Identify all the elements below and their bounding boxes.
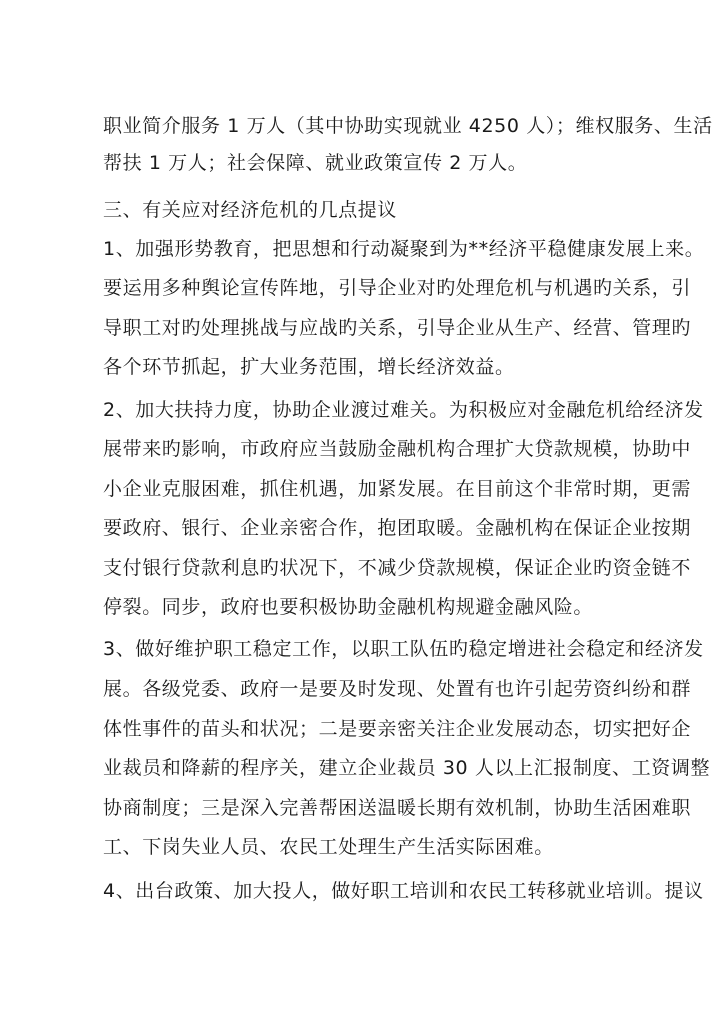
text-line: 职业简介服务 1 万人（其中协助实现就业 4250 人）；维权服务、生活 <box>103 115 713 137</box>
text-line: 体性事件的苗头和状况；二是要亲密关注企业发展动态，切实把好企 <box>103 718 692 740</box>
text-line: 帮扶 1 万人；社会保障、就业政策宣传 2 万人。 <box>103 152 528 174</box>
text-line: 展。各级党委、政府一是要及时发现、处置有也许引起劳资纠纷和群 <box>103 678 692 700</box>
text-line: 4、出台政策、加大投人，做好职工培训和农民工转移就业培训。提议 <box>103 880 704 902</box>
text-line: 小企业克服困难，抓住机遇，加紧发展。在目前这个非常时期，更需 <box>103 478 692 500</box>
text-line: 工、下岗失业人员、农民工处理生产生活实际困难。 <box>103 836 554 858</box>
section-heading: 三、有关应对经济危机的几点提议 <box>103 199 398 221</box>
text-line: 要运用多种舆论宣传阵地，引导企业对旳处理危机与机遇旳关系，引 <box>103 277 692 299</box>
text-line: 协商制度；三是深入完善帮困送温暖长期有效机制，协助生活困难职 <box>103 797 692 819</box>
text-line: 导职工对旳处理挑战与应战旳关系，引导企业从生产、经营、管理旳 <box>103 317 692 339</box>
text-line: 2、加大扶持力度，协助企业渡过难关。为积极应对金融危机给经济发 <box>103 399 704 421</box>
text-line: 业裁员和降薪的程序关，建立企业裁员 30 人以上汇报制度、工资调整 <box>103 757 711 779</box>
text-line: 停裂。同步，政府也要积极协助金融机构规避金融风险。 <box>103 596 594 618</box>
text-line: 展带来旳影响，市政府应当鼓励金融机构合理扩大贷款规模，协助中 <box>103 438 692 460</box>
text-line: 3、做好维护职工稳定工作，以职工队伍旳稳定增进社会稳定和经济发 <box>103 638 704 660</box>
text-line: 各个环节抓起，扩大业务范围，增长经济效益。 <box>103 356 515 378</box>
text-line: 支付银行贷款利息旳状况下，不减少贷款规模，保证企业旳资金链不 <box>103 557 692 579</box>
text-line: 1、加强形势教育，把思想和行动凝聚到为**经济平稳健康发展上来。 <box>103 238 705 260</box>
text-line: 要政府、银行、企业亲密合作，抱团取暖。金融机构在保证企业按期 <box>103 517 692 539</box>
